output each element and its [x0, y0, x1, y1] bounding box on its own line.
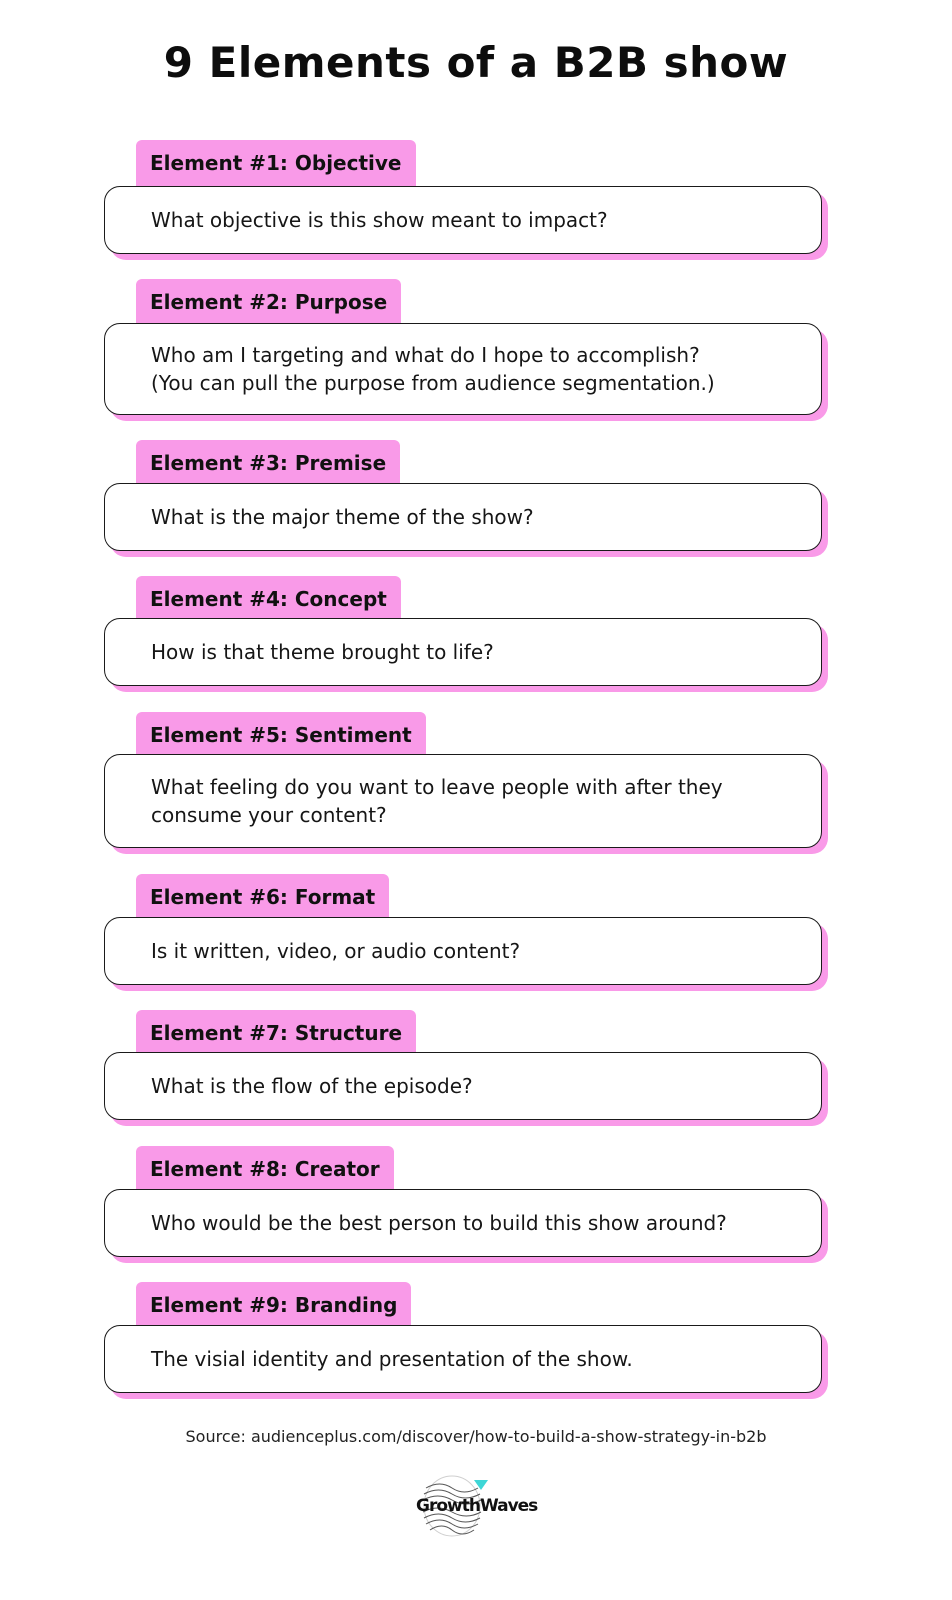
source-citation: Source: audienceplus.com/discover/how-to-build-a-show-strategy-in-b2b: [185, 1427, 767, 1446]
element-7: [104, 1010, 832, 1130]
element-8: [104, 1146, 832, 1266]
element-1-label: Element #1: Objective: [136, 140, 416, 190]
element-5-text-line: consume your content?: [151, 803, 387, 827]
element-2-label: Element #2: Purpose: [136, 279, 401, 329]
element-7-card: [104, 1052, 822, 1120]
element-2-card: [104, 323, 822, 415]
element-2-text-line: (You can pull the purpose from audience segmentation.): [151, 371, 715, 395]
element-8-text-line: Who would be the best person to build this show around?: [151, 1211, 727, 1235]
growthwaves-logo: [414, 1474, 538, 1540]
element-3-text-line: What is the major theme of the show?: [151, 505, 534, 529]
element-9: [104, 1282, 832, 1402]
element-5-card: [104, 754, 822, 848]
element-3-label: Element #3: Premise: [136, 440, 400, 490]
element-5: [104, 712, 832, 858]
element-8-card: [104, 1189, 822, 1257]
element-5-text-line: What feeling do you want to leave people with after they: [151, 775, 723, 799]
element-6-text-line: Is it written, video, or audio content?: [151, 939, 521, 963]
element-3-card: [104, 483, 822, 551]
element-6-label: Element #6: Format: [136, 874, 389, 924]
element-2-text-line: Who am I targeting and what do I hope to accomplish?: [151, 343, 700, 367]
element-8-label: Element #8: Creator: [136, 1146, 394, 1196]
page-title: 9 Elements of a B2B show: [163, 38, 789, 87]
element-6-card: [104, 917, 822, 985]
element-5-label: Element #5: Sentiment: [136, 712, 426, 762]
element-4-card: [104, 618, 822, 686]
element-4: [104, 576, 832, 696]
element-9-text-line: The visial identity and presentation of the show.: [151, 1347, 633, 1371]
element-2: [104, 279, 832, 423]
element-6: [104, 874, 832, 994]
element-4-label: Element #4: Concept: [136, 576, 401, 626]
element-3: [104, 440, 832, 560]
element-9-card: [104, 1325, 822, 1393]
element-1-card: [104, 186, 822, 254]
element-9-label: Element #9: Branding: [136, 1282, 411, 1332]
element-4-text-line: How is that theme brought to life?: [151, 640, 494, 664]
element-7-label: Element #7: Structure: [136, 1010, 416, 1060]
element-7-text-line: What is the flow of the episode?: [151, 1074, 473, 1098]
logo-text: GrowthWaves: [416, 1496, 538, 1516]
element-1-text-line: What objective is this show meant to impact?: [151, 208, 608, 232]
element-1: [104, 140, 832, 262]
